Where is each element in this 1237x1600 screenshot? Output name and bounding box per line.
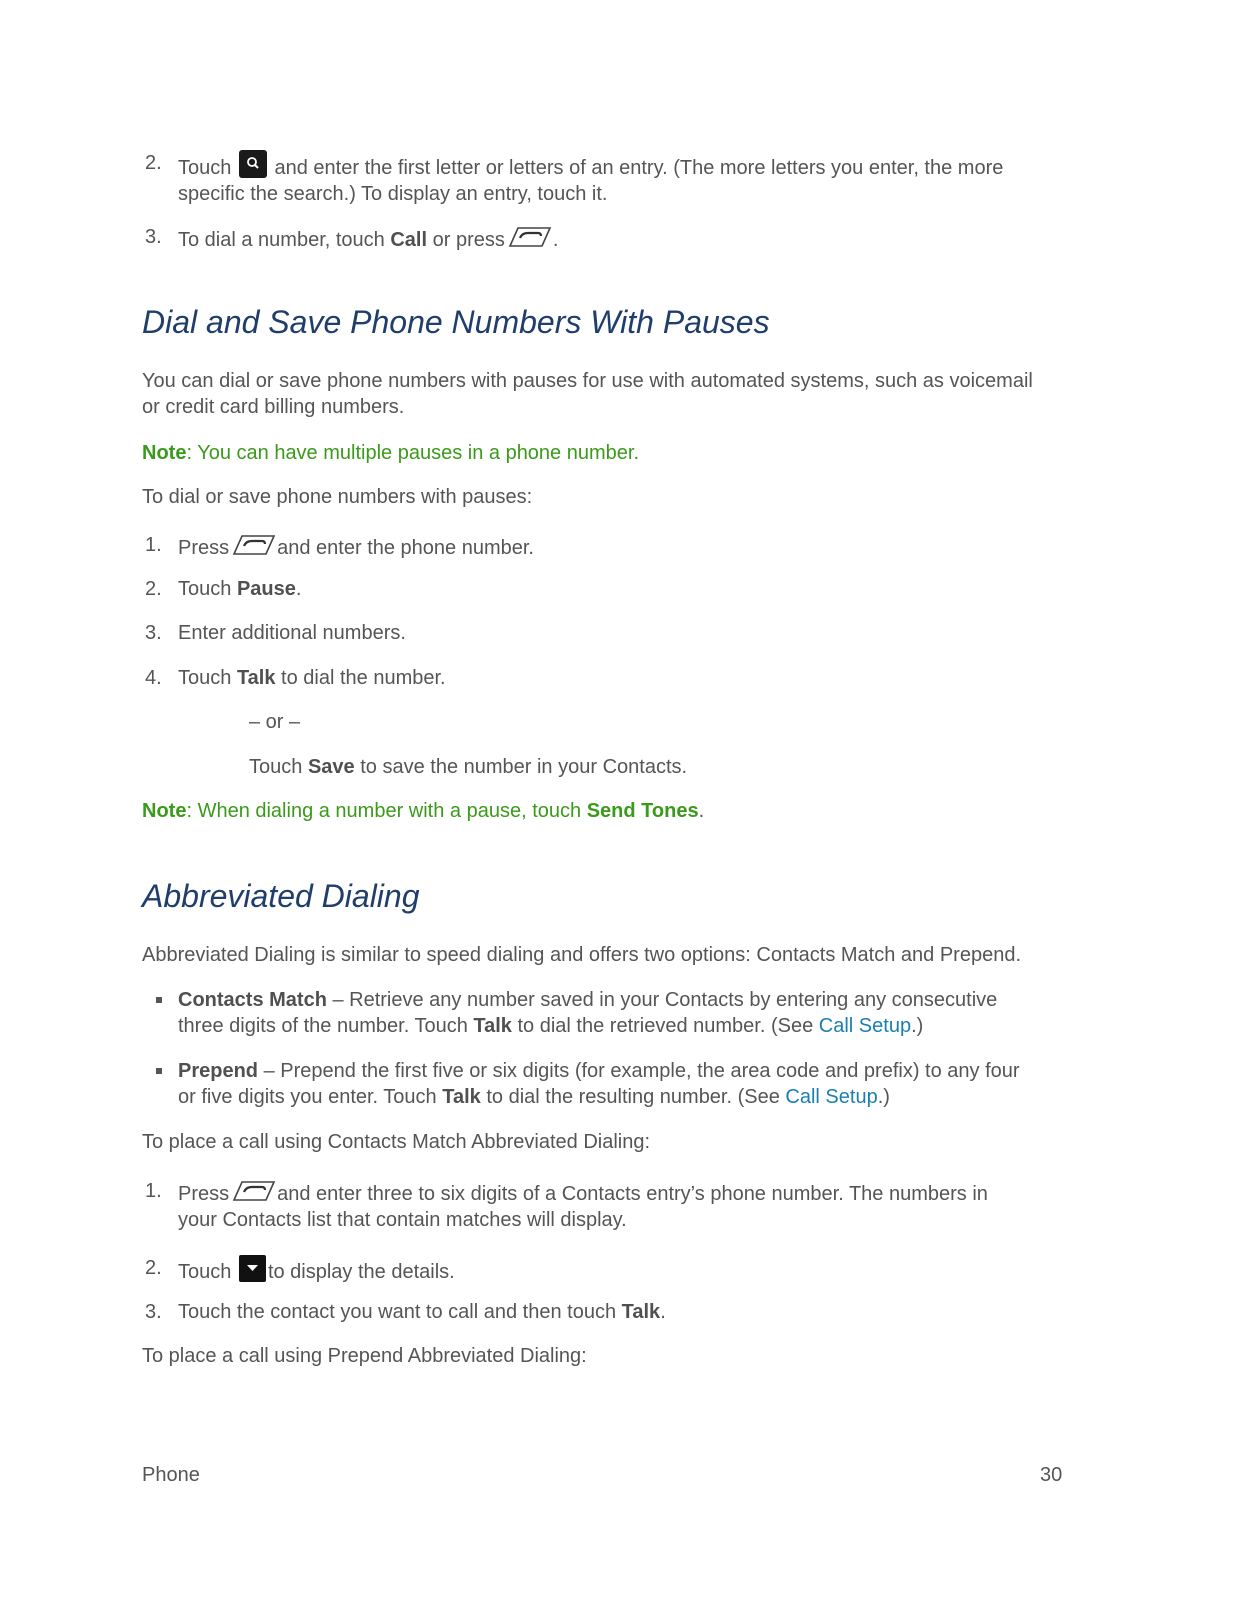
bullet-item: Contacts Match – Retrieve any number saved in your Contacts by entering any consecutive three digits of the number. Touch Talk to dial the retrieved number. (See Call Setup.) xyxy=(178,989,998,1037)
step-text: Enter additional numbers. xyxy=(178,622,406,644)
talk-key-icon xyxy=(506,224,552,250)
or-separator: – or – xyxy=(249,711,301,733)
talk-key-icon xyxy=(230,532,276,558)
step-text: Press and enter the phone number. xyxy=(178,532,1058,561)
step-number: 3. xyxy=(145,622,162,644)
bullet-marker xyxy=(156,997,162,1003)
call-setup-link[interactable]: Call Setup xyxy=(818,1015,912,1037)
step-number: 2. xyxy=(145,578,162,600)
step-number: 1. xyxy=(145,534,162,556)
talk-key-icon xyxy=(230,1178,276,1204)
search-icon xyxy=(239,150,267,178)
step-text: Touch to display the details. xyxy=(178,1255,1058,1285)
bullet-marker xyxy=(156,1068,162,1074)
section-heading: Dial and Save Phone Numbers With Pauses xyxy=(142,304,770,340)
section-heading: Abbreviated Dialing xyxy=(142,878,420,914)
procedure-lead: To dial or save phone numbers with pauses: xyxy=(142,486,533,508)
step-text: Touch Pause. xyxy=(178,578,302,600)
step-number: 3. xyxy=(145,1301,162,1323)
step-number: 4. xyxy=(145,667,162,689)
call-setup-link[interactable]: Call Setup xyxy=(785,1086,878,1108)
section-intro: Abbreviated Dialing is similar to speed dialing and offers two options: Contacts Match and Prepend. xyxy=(142,944,1022,966)
footer-section-name: Phone xyxy=(142,1464,200,1486)
alternative-step: Touch Save to save the number in your Contacts. xyxy=(249,756,688,778)
step-number: 2. xyxy=(145,152,162,174)
note: Note: You can have multiple pauses in a phone number. xyxy=(142,442,640,464)
step-number: 2. xyxy=(145,1257,162,1279)
note: Note: When dialing a number with a pause, touch Send Tones. xyxy=(142,800,705,822)
step-text: To dial a number, touch Call or press . xyxy=(178,224,1058,253)
procedure-lead: To place a call using Prepend Abbreviated Dialing: xyxy=(142,1345,587,1367)
dropdown-arrow-icon xyxy=(239,1255,266,1282)
step-text: Touch the contact you want to call and then touch Talk. xyxy=(178,1301,666,1323)
section-intro: You can dial or save phone numbers with pauses for use with automated systems, such as voicemail or credit card billing numbers. xyxy=(142,370,1033,418)
step-number: 3. xyxy=(145,226,162,248)
bullet-item: Prepend – Prepend the first five or six digits (for example, the area code and prefix) to any four or five digits you enter. Touch Talk to dial the resulting number. (See Call Setup.) xyxy=(178,1060,1020,1108)
footer-page-number: 30 xyxy=(1040,1464,1063,1486)
step-text: Touch and enter the first letter or letters of an entry. (The more letters you enter, the more specific the search.) To display an entry, touch it. xyxy=(178,150,1058,207)
step-text: Touch Talk to dial the number. xyxy=(178,667,446,689)
step-text: Press and enter three to six digits of a Contacts entry’s phone number. The numbers in your Contacts list that contain matches will display. xyxy=(178,1178,1058,1233)
procedure-lead: To place a call using Contacts Match Abbreviated Dialing: xyxy=(142,1131,651,1153)
step-number: 1. xyxy=(145,1180,162,1202)
